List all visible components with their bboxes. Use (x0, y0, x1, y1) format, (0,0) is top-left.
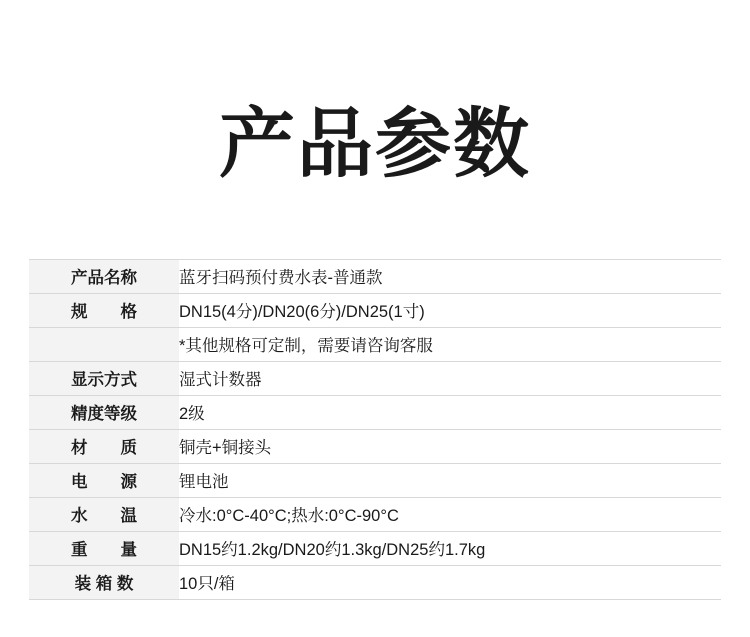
table-row-note (29, 327, 721, 361)
row-value: DN15(4分)/DN20(6分)/DN25(1寸) (179, 293, 721, 327)
row-label: 产品名称 (29, 259, 179, 293)
row-value: 10只/箱 (179, 565, 721, 599)
row-label: 规 格 (29, 293, 179, 327)
row-label: 水 温 (29, 497, 179, 531)
row-label: 材 质 (29, 429, 179, 463)
row-label: 重 量 (29, 531, 179, 565)
table-row (29, 259, 721, 293)
row-label: 电 源 (29, 463, 179, 497)
table-row (29, 395, 721, 429)
table-body (29, 259, 721, 599)
row-value: 湿式计数器 (179, 361, 721, 395)
table-row (29, 531, 721, 565)
table-row (29, 361, 721, 395)
row-value: DN15约1.2kg/DN20约1.3kg/DN25约1.7kg (179, 531, 721, 565)
row-label (29, 327, 179, 361)
row-value: 2级 (179, 395, 721, 429)
row-value-note: *其他规格可定制，需要请咨询客服 (179, 327, 721, 361)
page-title: 产品参数 (219, 99, 531, 188)
table-row (29, 565, 721, 599)
table-row (29, 463, 721, 497)
row-value: 冷水:0°C-40°C;热水:0°C-90°C (179, 497, 721, 531)
table-row (29, 429, 721, 463)
row-value: 蓝牙扫码预付费水表-普通款 (179, 259, 721, 293)
row-label: 装 箱 数 (29, 565, 179, 599)
row-value: 铜壳+铜接头 (179, 429, 721, 463)
row-label: 精度等级 (29, 395, 179, 429)
table-row (29, 293, 721, 327)
product-parameters-table (29, 259, 721, 600)
row-label: 显示方式 (29, 361, 179, 395)
table-row (29, 497, 721, 531)
row-value: 锂电池 (179, 463, 721, 497)
